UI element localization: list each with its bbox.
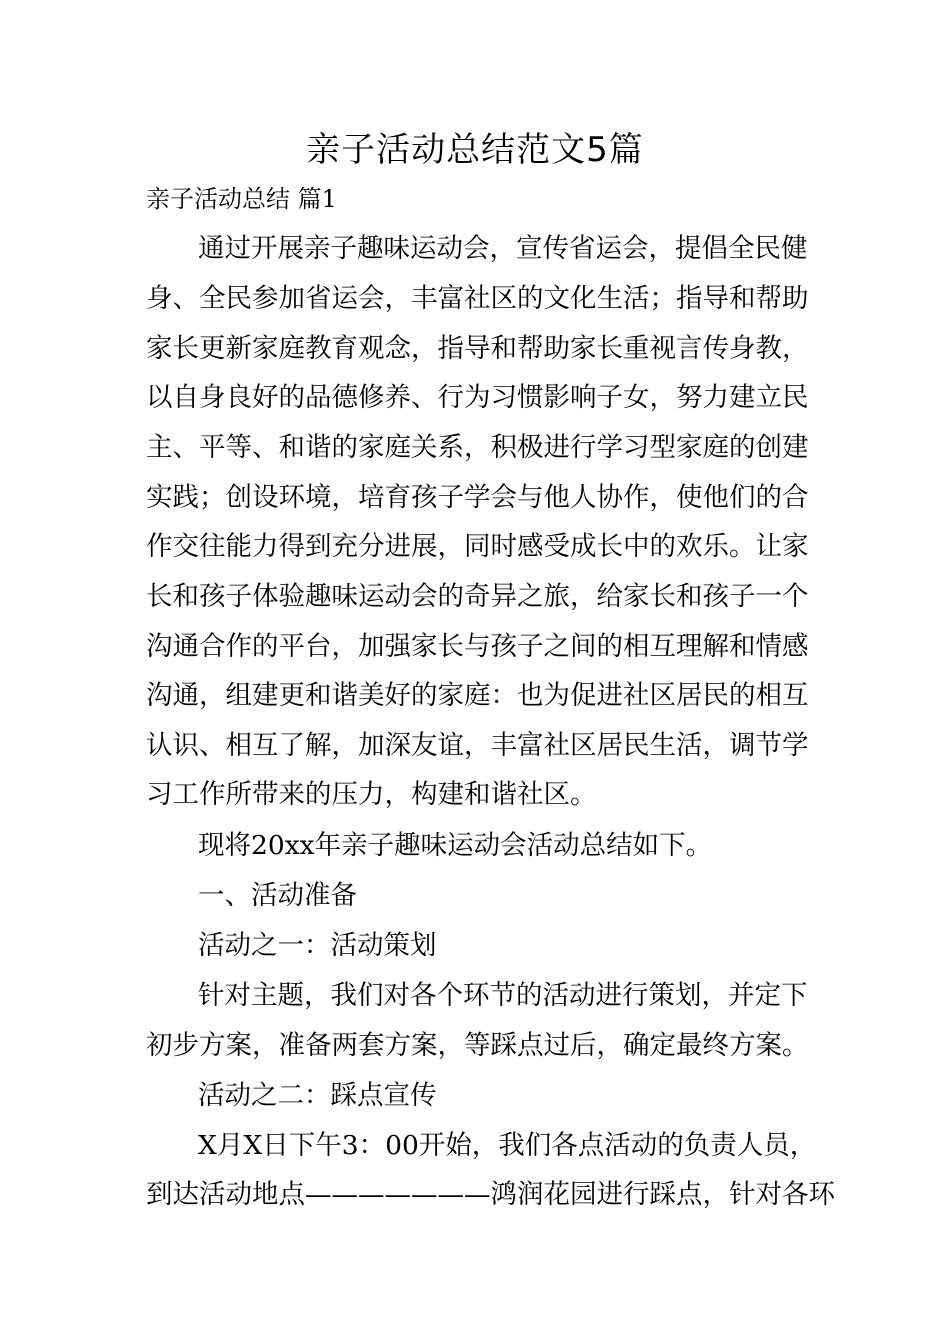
paragraph-line: 认识、相互了解，加深友谊，丰富社区居民生活，调节学: [146, 730, 809, 761]
paragraph-line: 以自身良好的品德修养、行为习惯影响子女，努力建立民: [146, 382, 809, 413]
paragraph-line: 主、平等、和谐的家庭关系，积极进行学习型家庭的创建: [146, 432, 809, 463]
paragraph-line: 沟通，组建更和谐美好的家庭：也为促进社区居民的相互: [146, 680, 809, 711]
paragraph-line: 针对主题，我们对各个环节的活动进行策划，并定下: [198, 980, 808, 1011]
subheading: 活动之一：活动策划: [198, 930, 437, 961]
paragraph-line: 身、全民参加省运会，丰富社区的文化生活；指导和帮助: [146, 283, 809, 314]
paragraph-line: 初步方案，准备两套方案，等踩点过后，确定最终方案。: [146, 1030, 809, 1061]
section-heading: 亲子活动总结 篇1: [146, 185, 337, 213]
paragraph-line: 实践；创设环境，培育孩子学会与他人协作，使他们的合: [146, 482, 809, 513]
paragraph-line: 通过开展亲子趣味运动会，宣传省运会，提倡全民健: [198, 233, 808, 264]
subheading: 活动之二：踩点宣传: [198, 1080, 437, 1111]
paragraph-line: X月X日下午3：00开始，我们各点活动的负责人员，: [198, 1130, 817, 1161]
paragraph-line: 现将20xx年亲子趣味运动会活动总结如下。: [198, 830, 713, 861]
document-title: 亲子活动总结范文5篇: [306, 130, 644, 170]
paragraph-line: 作交往能力得到充分进展，同时感受成长中的欢乐。让家: [146, 531, 809, 562]
paragraph-line: 沟通合作的平台，加强家长与孩子之间的相互理解和情感: [146, 631, 809, 662]
subheading: 一、活动准备: [198, 880, 357, 911]
paragraph-line: 家长更新家庭教育观念，指导和帮助家长重视言传身教，: [146, 333, 809, 364]
paragraph-line: 习工作所带来的压力，构建和谐社区。: [146, 779, 597, 810]
paragraph-line: 长和孩子体验趣味运动会的奇异之旅，给家长和孩子一个: [146, 581, 809, 612]
paragraph-line: 到达活动地点———————鸿润花园进行踩点，针对各环: [146, 1179, 835, 1210]
